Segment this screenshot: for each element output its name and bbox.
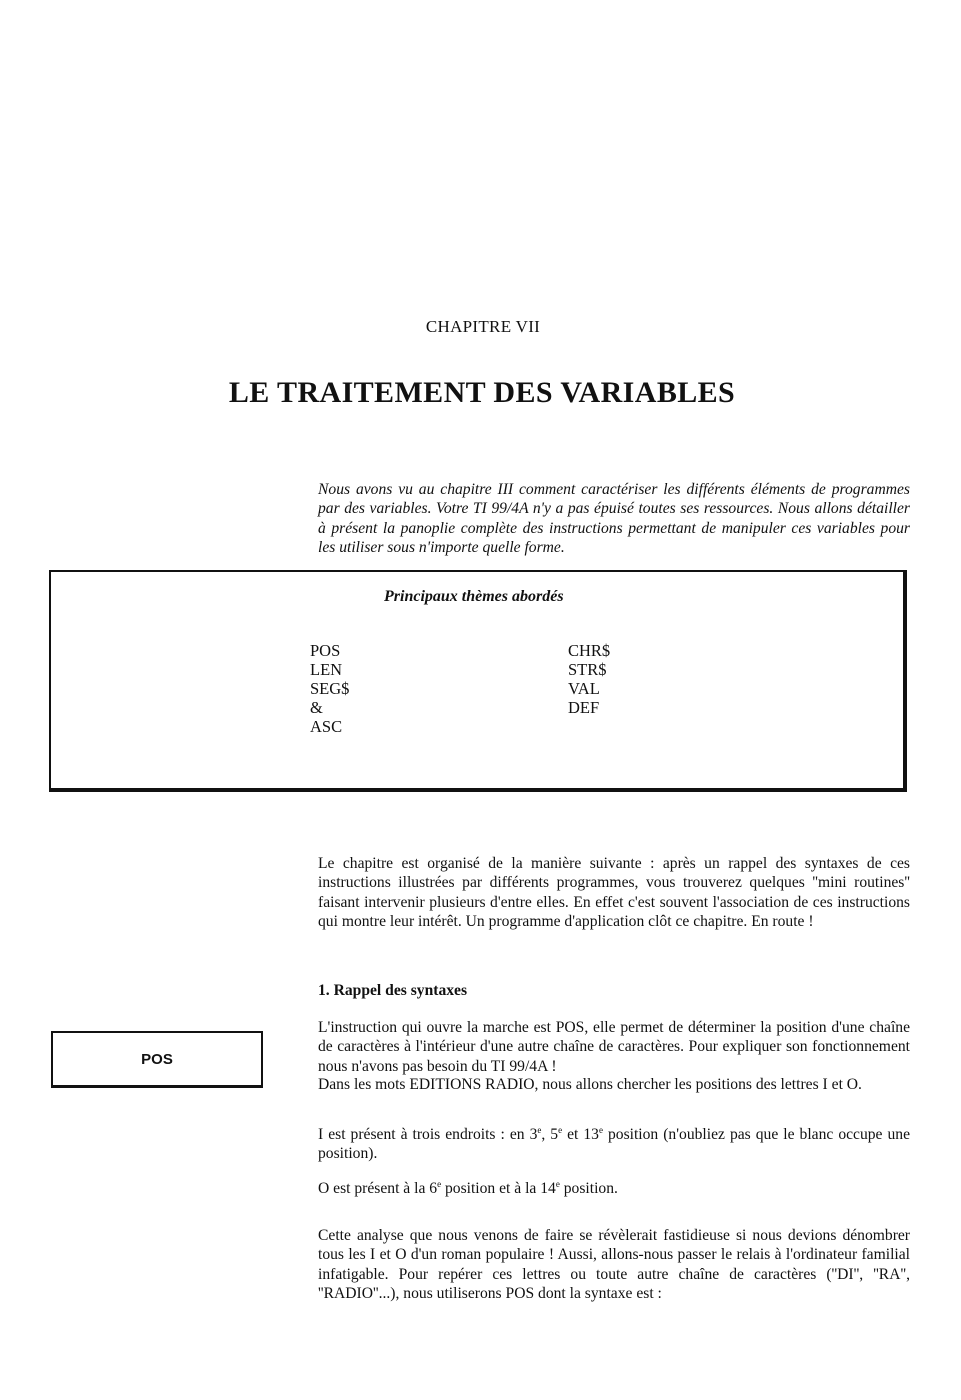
chapter-intro [318, 480, 910, 557]
superscript: e [437, 1178, 442, 1189]
theme-item: LEN [310, 660, 343, 679]
theme-item: CHR$ [568, 641, 611, 660]
chapter-label: CHAPITRE VII [425, 317, 541, 336]
superscript: e [537, 1124, 542, 1135]
superscript: e [558, 1124, 563, 1135]
text-run: O est présent à la 6 [318, 1180, 438, 1197]
text-run: position (n'oubliez pas que le blanc occupe une position). [318, 1126, 911, 1163]
pos-paragraph-2: Dans les mots EDITIONS RADIO, nous allons chercher les positions des lettres I et O. [318, 1076, 862, 1093]
theme-item: DEF [568, 698, 600, 717]
superscript: e [598, 1124, 603, 1135]
pos-sidebox [51, 1031, 263, 1088]
text-run: , 5 [541, 1126, 559, 1143]
theme-item: & [310, 698, 323, 717]
theme-item: ASC [310, 717, 343, 736]
sidebox-label: POS [141, 1050, 173, 1068]
organization-paragraph: Le chapitre est organisé de la manière suivante : après un rappel des syntaxes de ces instructions illustrées par différents programmes, vous trouverez quelques ''mini routines'' faisant intervenir plusieurs d'entre elles. En effet c'est souvent l'association de ces instructions qui montre leur intérêt. Un programme d'application clôt ce chapitre. En route ! [318, 855, 910, 930]
chapter-title: LE TRAITEMENT DES VARIABLES [228, 376, 736, 409]
intro-paragraph: Nous avons vu au chapitre III comment caractériser les différents éléments de programmes par des variables. Votre TI 99/4A n'y a pas épuisé toutes ses ressources. Nous allons détailler à présent la panoplie complète des instructions permettant de manipuler ces variables pour les utiliser sous n'importe quelle forme. [318, 481, 910, 556]
text-run: I est présent à trois endroits : en 3 [318, 1126, 538, 1143]
theme-item: SEG$ [310, 679, 350, 698]
text-run: et 13 [562, 1126, 599, 1143]
themes-list-left [310, 641, 349, 736]
text-run: position. [559, 1180, 618, 1197]
themes-title: Principaux thèmes abordés [384, 588, 564, 605]
text-run: position et à la 14 [441, 1180, 556, 1197]
pos-paragraph-4 [318, 1179, 910, 1198]
superscript: e [555, 1178, 560, 1189]
pos-paragraph-3 [318, 1125, 910, 1164]
pos-paragraph-5: Cette analyse que nous venons de faire se révèlerait fastidieuse si nous devions dénombrer tous les I et O d'un roman populaire ! Aussi, allons-nous passer le relais à l'ordinateur familial infatigable. Pour repérer ces lettres ou toute autre chaîne de caractères (''DI'', ''RA'', ''RADIO''...), nous utiliserons POS dont la syntaxe est : [318, 1227, 910, 1302]
theme-item: VAL [568, 679, 600, 698]
section-heading: 1. Rappel des syntaxes [318, 982, 468, 999]
pos-paragraph-1: L'instruction qui ouvre la marche est POS, elle permet de déterminer la position d'une chaîne de caractères à l'intérieur d'une autre chaîne de caractères. Pour expliquer son fonctionnement nous n'avons pas besoin du TI 99/4A ! [318, 1019, 910, 1075]
themes-list-right [568, 641, 610, 717]
theme-item: STR$ [568, 660, 607, 679]
themes-box [49, 570, 907, 792]
theme-item: POS [310, 641, 341, 660]
